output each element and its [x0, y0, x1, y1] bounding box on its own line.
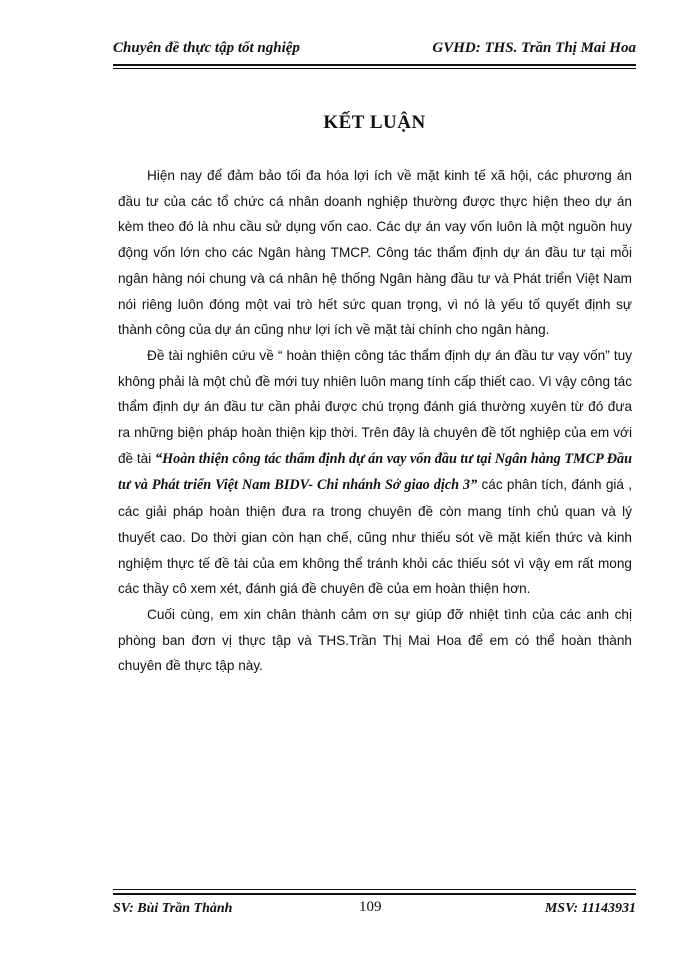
page-title: KẾT LUẬN [323, 112, 426, 133]
header-supervisor: GVHD: THS. Trần Thị Mai Hoa [432, 40, 636, 56]
footer-rule-thin [113, 889, 636, 890]
paragraph-2 [118, 343, 632, 602]
footer-student-id: MSV: 11143931 [544, 901, 636, 916]
paragraph-2-text-b: các phân tích, đánh giá , các giải pháp hoàn thiện đưa ra trong chuyên đề còn mang tính chủ quan và lý thuyết cao. Do thời gian còn hạn chế, cũng như thiếu sót về mặt kiến thức và kinh nghiệm thực tế đề tài của em không thể tránh khỏi các thiếu sót vì vậy em rất mong các thầy cô xem xét, đánh giá đề chuyên đề của em hoàn thiện hơn. [118, 477, 632, 597]
footer-student-name: SV: Bùi Trần Thành [113, 901, 233, 916]
header-rule-thin [113, 68, 636, 69]
paragraph-1-text: Hiện nay để đảm bảo tối đa hóa lợi ích về mặt kinh tế xã hội, các phương án đầu tư của các tổ chức cá nhân doanh nghiệp thường được thực hiện theo dự án kèm theo đó là nhu cầu sử dụng vốn cao. Các dự án vay vốn luôn là một nguồn huy động vốn lớn cho các Ngân hàng TMCP. Công tác thẩm định dự án đầu tư tại mỗi ngân hàng nói chung và cá nhân hệ thống Ngân hàng đầu tư và Phát triển Việt Nam nói riêng luôn đóng một vai trò hết sức quan trọng, vì nó là yếu tố quyết định sự thành công của dự án cũng như lợi ích về mặt tài chính cho ngân hàng. [118, 168, 632, 338]
header-rule-thick [113, 64, 636, 66]
thesis-title-emphasis: “Hoàn thiện công tác thẩm định dự án vay vốn đầu tư tại Ngân hàng TMCP Đầu tư và Phát triển Việt Nam BIDV- Chi nhánh Sở giao dịch 3” [118, 450, 632, 494]
footer-page-number: 109 [359, 899, 382, 915]
footer-rule-thick [113, 893, 636, 895]
paragraph-3 [118, 602, 632, 679]
paragraph-3-text: Cuối cùng, em xin chân thành cảm ơn sự giúp đỡ nhiệt tình của các anh chị phòng ban đơn vị thực tập và THS.Trần Thị Mai Hoa để em có thể hoàn thành chuyên đề thực tập này. [118, 606, 632, 674]
paragraph-1 [118, 163, 632, 343]
page-footer [113, 899, 636, 921]
page-header [113, 38, 636, 62]
header-course-title: Chuyên đề thực tập tốt nghiệp [113, 40, 300, 56]
document-body [118, 163, 632, 679]
paragraph-2-text-a: Đề tài nghiên cứu về “ hoàn thiện công tác thẩm định dự án đầu tư vay vốn” tuy không phải là một chủ đề mới tuy nhiên luôn mang tính cấp thiết cao. Vì vậy công tác thẩm định dự án đầu tư cần phải được chú trọng đánh giá thường xuyên từ đó đưa ra những biện pháp hoàn thiện kịp thời. Trên đây là chuyên đề tốt nghiệp của em với đề tài [118, 347, 632, 466]
